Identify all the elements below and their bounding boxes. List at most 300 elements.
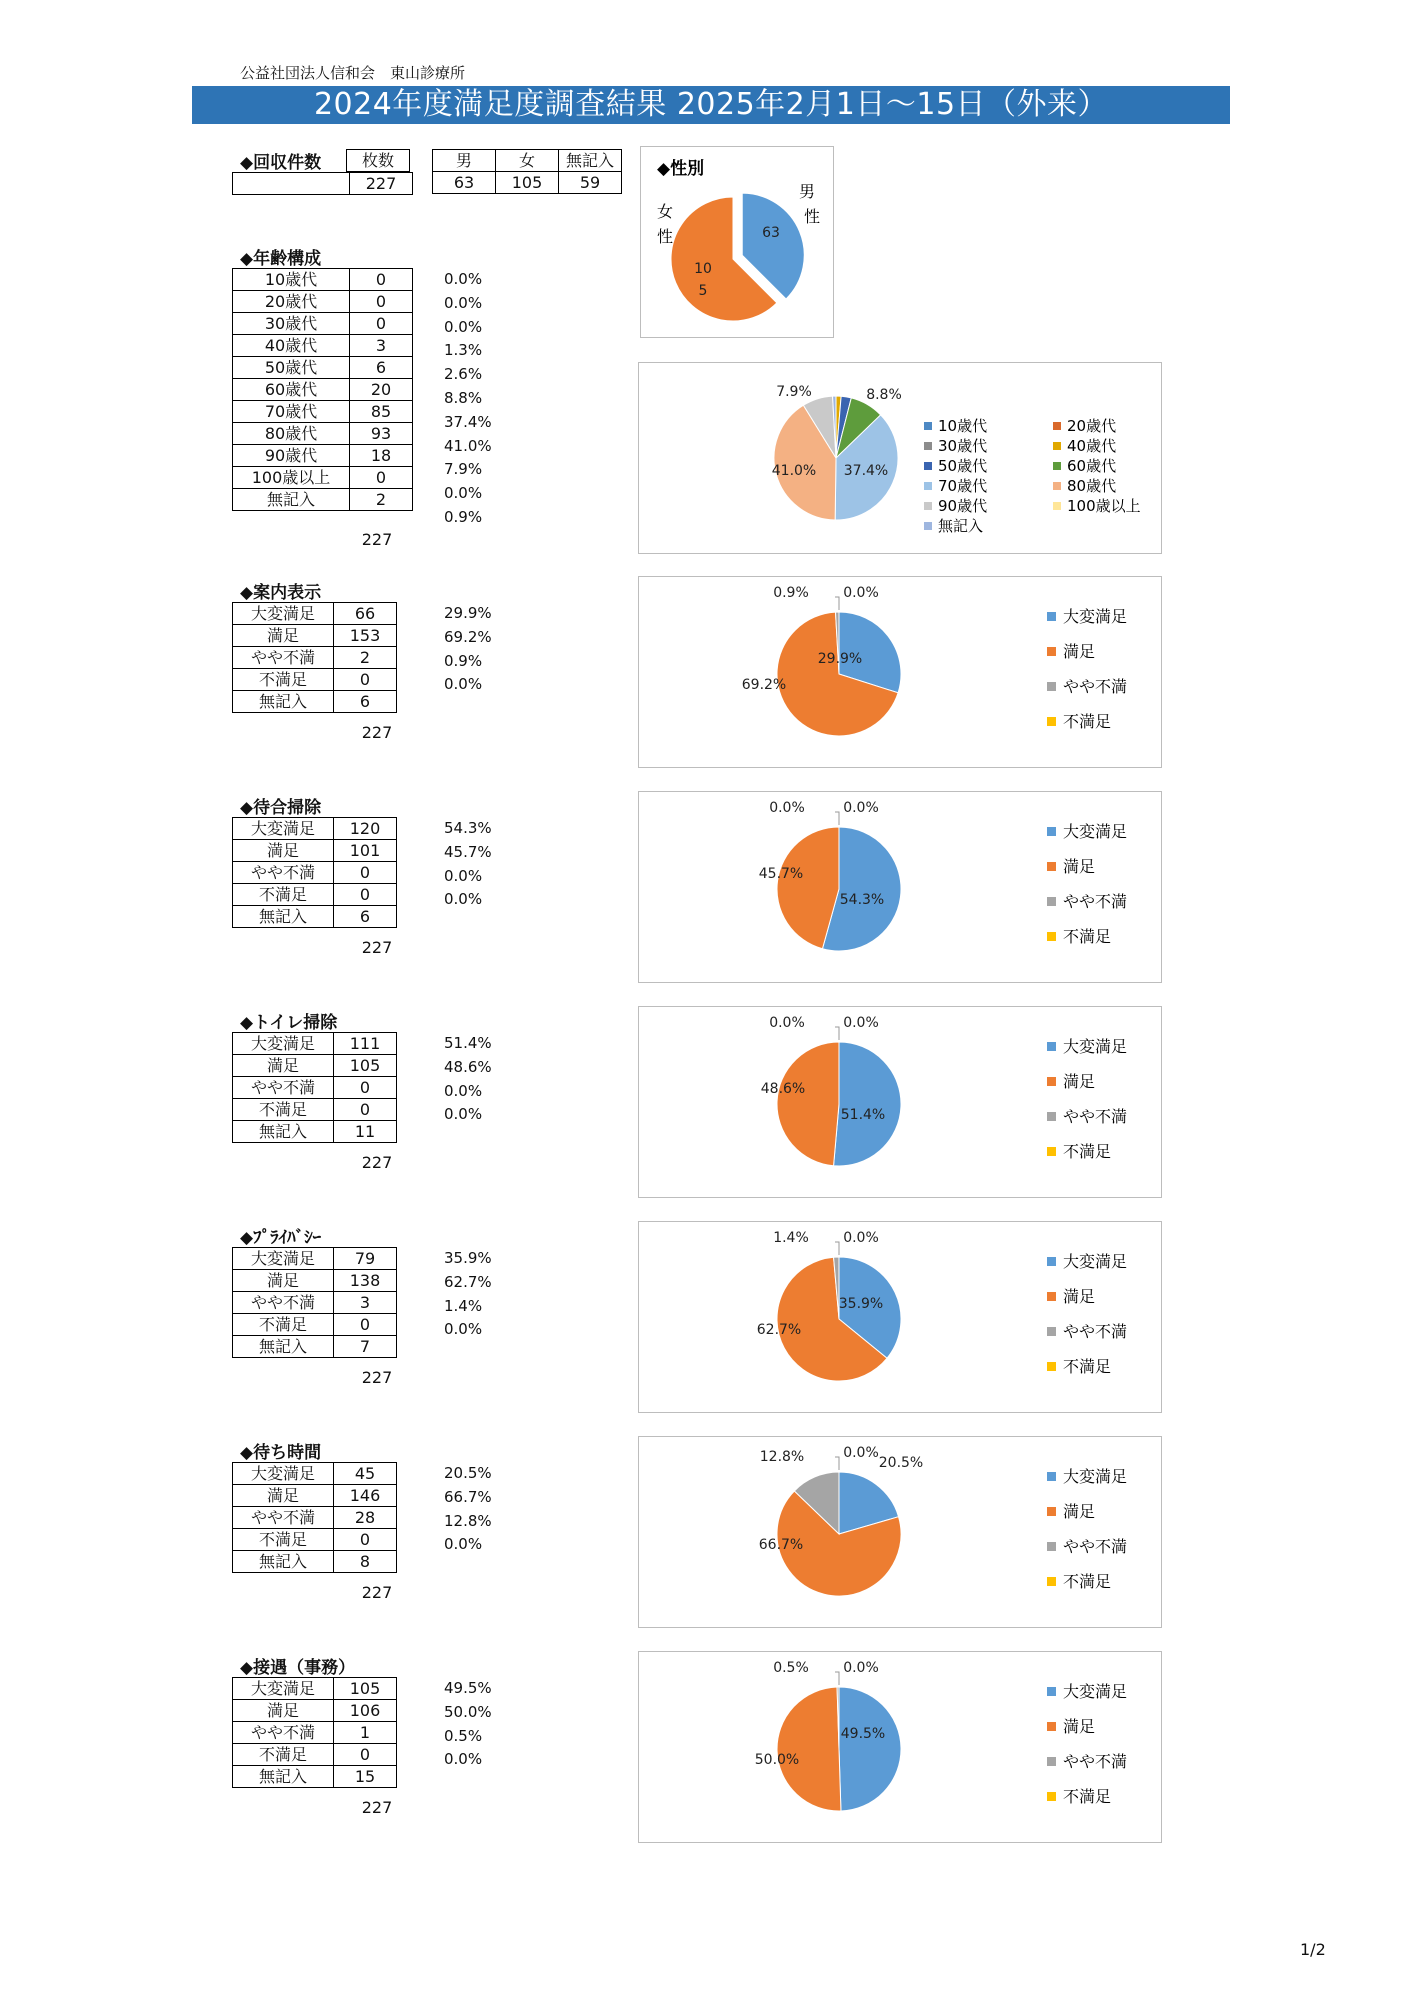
row-count: 1	[334, 1722, 397, 1744]
legend-label: 無記入	[938, 517, 984, 535]
blank-header: 無記入	[559, 150, 622, 172]
male-value: 63	[433, 172, 496, 194]
leader-line	[835, 1457, 839, 1470]
section-row	[233, 840, 397, 862]
legend-swatch	[1047, 1257, 1056, 1266]
pie-data-label: 0.5%	[773, 1660, 809, 1676]
age-row	[233, 401, 413, 423]
satisfaction-chart-box	[638, 1006, 1162, 1198]
male-category-label: 男性	[799, 182, 821, 226]
legend-swatch	[1047, 1722, 1056, 1731]
row-count: 111	[334, 1033, 397, 1055]
pie-data-label: 0.0%	[843, 1445, 879, 1461]
satisfaction-pie-chart	[639, 1222, 1161, 1412]
pie-data-label: 69.2%	[741, 677, 787, 693]
legend-swatch	[1053, 442, 1061, 450]
row-label: 不満足	[233, 1529, 334, 1551]
legend-label: やや不満	[1063, 1322, 1128, 1341]
age-pct: 8.8%	[444, 389, 483, 407]
age-count: 6	[350, 357, 413, 379]
section-row	[233, 1055, 397, 1077]
pie-data-label: 29.9%	[817, 651, 863, 667]
section-row	[233, 1033, 397, 1055]
pie-data-label: 41.0%	[771, 463, 817, 479]
section-row	[233, 1529, 397, 1551]
section-total: 227	[361, 1153, 393, 1172]
legend-label: 大変満足	[1063, 822, 1128, 841]
pie-data-label: 8.8%	[866, 387, 902, 403]
section-total: 227	[361, 723, 393, 742]
row-pct: 49.5%	[444, 1679, 492, 1697]
male-header: 男	[433, 150, 496, 172]
pie-data-label: 62.7%	[756, 1322, 802, 1338]
section-row	[233, 1722, 397, 1744]
age-row	[233, 445, 413, 467]
row-pct: 45.7%	[444, 842, 492, 861]
section-row	[233, 818, 397, 840]
row-count: 0	[334, 862, 397, 884]
satisfaction-chart-box	[638, 1436, 1162, 1628]
row-pct: 29.9%	[444, 604, 492, 622]
pie-data-label: 7.9%	[776, 384, 812, 400]
row-pct: 66.7%	[444, 1487, 492, 1506]
section-title: ◆案内表示	[240, 583, 322, 603]
row-count: 3	[334, 1292, 397, 1314]
row-pct: 48.6%	[444, 1057, 492, 1076]
pie-data-label: 5	[698, 283, 708, 299]
pie-data-label: 45.7%	[758, 866, 804, 882]
age-table	[232, 268, 413, 511]
row-label: 大変満足	[233, 818, 334, 840]
legend-swatch	[1047, 1112, 1056, 1121]
pie-slice	[777, 1042, 839, 1166]
row-label: 大変満足	[233, 1678, 334, 1700]
age-pct: 0.0%	[444, 484, 483, 503]
section-row	[233, 1314, 397, 1336]
age-pct: 1.3%	[444, 341, 483, 360]
section-row	[233, 1744, 397, 1766]
row-label: 無記入	[233, 1766, 334, 1788]
legend-swatch	[1047, 1757, 1056, 1766]
satisfaction-pie-chart	[639, 577, 1161, 767]
row-count: 105	[334, 1055, 397, 1077]
row-label: 大変満足	[233, 1033, 334, 1055]
section-row	[233, 1336, 397, 1358]
legend-label: 不満足	[1063, 712, 1112, 731]
row-label: やや不満	[233, 1292, 334, 1314]
legend-label: 不満足	[1063, 1357, 1112, 1376]
section-row	[233, 1551, 397, 1573]
age-title: ◆年齢構成	[240, 249, 322, 269]
row-count: 0	[334, 1077, 397, 1099]
legend-swatch	[1047, 932, 1056, 941]
row-pct: 20.5%	[444, 1464, 492, 1482]
row-pct: 35.9%	[444, 1249, 492, 1267]
legend-swatch	[1047, 682, 1056, 691]
legend-swatch	[924, 442, 932, 450]
row-count: 6	[334, 691, 397, 713]
section-row	[233, 1463, 397, 1485]
satisfaction-pie-chart	[639, 1007, 1161, 1197]
legend-label: 不満足	[1063, 927, 1112, 946]
legend-swatch	[1053, 482, 1061, 490]
section-row	[233, 1077, 397, 1099]
age-label: 40歳代	[233, 335, 350, 357]
section-row	[233, 906, 397, 928]
age-row	[233, 467, 413, 489]
legend-label: 10歳代	[938, 417, 988, 435]
age-pct: 0.0%	[444, 270, 483, 288]
row-count: 0	[334, 1314, 397, 1336]
legend-label: 大変満足	[1063, 1682, 1128, 1701]
age-label: 80歳代	[233, 423, 350, 445]
row-label: 満足	[233, 1700, 334, 1722]
section-total: 227	[361, 938, 393, 957]
legend-label: 満足	[1063, 1287, 1096, 1306]
legend-label: 80歳代	[1067, 477, 1117, 495]
age-label: 無記入	[233, 489, 350, 511]
row-pct: 51.4%	[444, 1034, 492, 1052]
leader-line	[835, 1027, 839, 1040]
legend-swatch	[924, 502, 932, 510]
row-label: 不満足	[233, 1744, 334, 1766]
legend-swatch	[1047, 862, 1056, 871]
pie-slice	[834, 1042, 901, 1166]
legend-swatch	[924, 482, 932, 490]
leader-line	[835, 812, 839, 825]
age-pct: 0.0%	[444, 317, 483, 336]
legend-label: 90歳代	[938, 497, 988, 515]
pie-data-label: 20.5%	[878, 1455, 924, 1471]
legend-swatch	[1047, 827, 1056, 836]
pie-data-label: 49.5%	[840, 1726, 886, 1742]
pie-data-label: 0.9%	[773, 585, 809, 601]
legend-label: 大変満足	[1063, 607, 1128, 626]
section-row	[233, 1099, 397, 1121]
section-row	[233, 1766, 397, 1788]
legend-swatch	[1047, 1077, 1056, 1086]
age-label: 20歳代	[233, 291, 350, 313]
age-label: 100歳以上	[233, 467, 350, 489]
row-label: 無記入	[233, 906, 334, 928]
age-row	[233, 489, 413, 511]
pie-slice	[777, 1687, 841, 1811]
age-label: 30歳代	[233, 313, 350, 335]
legend-label: 満足	[1063, 1717, 1096, 1736]
satisfaction-pie-chart	[639, 1652, 1161, 1842]
row-label: 不満足	[233, 1099, 334, 1121]
pie-data-label: 0.0%	[843, 800, 879, 816]
row-count: 0	[334, 1099, 397, 1121]
section-table	[232, 602, 397, 713]
pie-data-label: 35.9%	[838, 1296, 884, 1312]
female-value: 105	[496, 172, 559, 194]
satisfaction-pie-chart	[639, 1437, 1161, 1627]
legend-swatch	[1047, 897, 1056, 906]
age-label: 60歳代	[233, 379, 350, 401]
row-label: 満足	[233, 625, 334, 647]
row-count: 6	[334, 906, 397, 928]
gender-chart-box	[640, 146, 834, 338]
age-pct: 7.9%	[444, 460, 483, 479]
legend-swatch	[1047, 1042, 1056, 1051]
row-pct: 0.0%	[444, 1320, 483, 1339]
pie-data-label: 37.4%	[843, 463, 889, 479]
section-row	[233, 1678, 397, 1700]
age-pct: 37.4%	[444, 412, 492, 431]
section-table	[232, 817, 397, 928]
section-row	[233, 1507, 397, 1529]
row-count: 101	[334, 840, 397, 862]
pie-data-label: 54.3%	[839, 892, 885, 908]
row-label: やや不満	[233, 1507, 334, 1529]
row-label: やや不満	[233, 862, 334, 884]
section-row	[233, 1121, 397, 1143]
row-count: 11	[334, 1121, 397, 1143]
legend-swatch	[1053, 422, 1061, 430]
legend-label: 満足	[1063, 1502, 1096, 1521]
section-row	[233, 625, 397, 647]
legend-swatch	[1047, 1577, 1056, 1586]
section-table	[232, 1032, 397, 1143]
row-count: 0	[334, 669, 397, 691]
legend-label: 30歳代	[938, 437, 988, 455]
legend-swatch	[1047, 1147, 1056, 1156]
pie-data-label: 0.0%	[843, 1660, 879, 1676]
row-count: 120	[334, 818, 397, 840]
age-row	[233, 269, 413, 291]
legend-label: 40歳代	[1067, 437, 1117, 455]
section-table	[232, 1462, 397, 1573]
row-label: やや不満	[233, 647, 334, 669]
legend-swatch	[924, 422, 932, 430]
section-title: ◆待ち時間	[240, 1443, 322, 1463]
legend-swatch	[1047, 1542, 1056, 1551]
satisfaction-chart-box	[638, 791, 1162, 983]
female-header: 女	[496, 150, 559, 172]
row-pct: 62.7%	[444, 1272, 492, 1291]
row-label: 大変満足	[233, 1463, 334, 1485]
legend-swatch	[1047, 647, 1056, 656]
age-total: 227	[361, 530, 393, 549]
section-total: 227	[361, 1798, 393, 1817]
row-label: 不満足	[233, 669, 334, 691]
row-pct: 0.0%	[444, 890, 483, 909]
legend-swatch	[1053, 502, 1061, 510]
leader-line	[835, 597, 839, 610]
row-label: 無記入	[233, 1551, 334, 1573]
legend-label: やや不満	[1063, 1107, 1128, 1126]
section-row	[233, 691, 397, 713]
legend-label: 不満足	[1063, 1572, 1112, 1591]
legend-swatch	[1047, 1327, 1056, 1336]
row-count: 8	[334, 1551, 397, 1573]
pie-data-label: 10	[694, 261, 712, 277]
page-title: 2024年度満足度調査結果 2025年2月1日～15日（外来）	[192, 86, 1230, 124]
row-count: 0	[334, 884, 397, 906]
age-count: 0	[350, 467, 413, 489]
age-chart-box	[638, 362, 1162, 554]
row-count: 7	[334, 1336, 397, 1358]
row-pct: 12.8%	[444, 1511, 492, 1530]
legend-swatch	[1053, 462, 1061, 470]
legend-label: やや不満	[1063, 677, 1128, 696]
row-pct: 0.0%	[444, 1081, 483, 1100]
row-pct: 0.0%	[444, 1750, 483, 1769]
leader-line	[835, 1242, 839, 1255]
row-pct: 0.0%	[444, 866, 483, 885]
row-label: 満足	[233, 840, 334, 862]
legend-label: 満足	[1063, 642, 1096, 661]
legend-label: 大変満足	[1063, 1037, 1128, 1056]
pie-data-label: 51.4%	[840, 1107, 886, 1123]
legend-swatch	[924, 522, 932, 530]
row-pct: 69.2%	[444, 627, 492, 646]
row-label: 不満足	[233, 884, 334, 906]
age-pct: 0.0%	[444, 293, 483, 312]
row-label: 不満足	[233, 1314, 334, 1336]
legend-swatch	[1047, 717, 1056, 726]
page-number: 1/2	[1300, 1940, 1326, 1959]
row-count: 45	[334, 1463, 397, 1485]
pie-data-label: 0.0%	[843, 1015, 879, 1031]
legend-label: 満足	[1063, 1072, 1096, 1091]
organization-name: 公益社団法人信和会 東山診療所	[240, 64, 466, 82]
age-pct: 0.9%	[444, 508, 483, 526]
gender-chart-title: ◆性別	[657, 159, 705, 179]
age-count: 0	[350, 291, 413, 313]
section-row	[233, 1292, 397, 1314]
row-pct: 0.9%	[444, 651, 483, 670]
row-count: 0	[334, 1744, 397, 1766]
age-row	[233, 357, 413, 379]
pie-data-label: 0.0%	[769, 1015, 805, 1031]
age-label: 70歳代	[233, 401, 350, 423]
age-label: 50歳代	[233, 357, 350, 379]
pie-data-label: 1.4%	[773, 1230, 809, 1246]
legend-label: 大変満足	[1063, 1467, 1128, 1486]
leader-line	[835, 1672, 839, 1685]
gender-table	[432, 149, 622, 194]
legend-label: 満足	[1063, 857, 1096, 876]
section-row	[233, 884, 397, 906]
section-total: 227	[361, 1368, 393, 1387]
row-label: 無記入	[233, 1121, 334, 1143]
satisfaction-pie-chart	[639, 792, 1161, 982]
legend-label: やや不満	[1063, 1752, 1128, 1771]
section-row	[233, 1700, 397, 1722]
section-total: 227	[361, 1583, 393, 1602]
sheets-header: 枚数	[347, 150, 410, 172]
section-title: ◆接遇（事務）	[240, 1658, 356, 1678]
age-pct: 2.6%	[444, 365, 483, 384]
age-row	[233, 313, 413, 335]
age-label: 10歳代	[233, 269, 350, 291]
row-label: やや不満	[233, 1077, 334, 1099]
satisfaction-chart-box	[638, 1651, 1162, 1843]
row-count: 28	[334, 1507, 397, 1529]
collection-title: ◆回収件数	[240, 153, 322, 173]
row-count: 0	[334, 1529, 397, 1551]
age-count: 0	[350, 269, 413, 291]
legend-label: 不満足	[1063, 1787, 1112, 1806]
row-pct: 1.4%	[444, 1296, 483, 1315]
row-label: 大変満足	[233, 603, 334, 625]
row-label: やや不満	[233, 1722, 334, 1744]
row-count: 146	[334, 1485, 397, 1507]
pie-data-label: 63	[762, 225, 780, 241]
legend-label: 60歳代	[1067, 457, 1117, 475]
satisfaction-chart-box	[638, 1221, 1162, 1413]
legend-label: やや不満	[1063, 1537, 1128, 1556]
age-count: 2	[350, 489, 413, 511]
section-row	[233, 1248, 397, 1270]
legend-swatch	[1047, 1472, 1056, 1481]
pie-data-label: 48.6%	[760, 1081, 806, 1097]
age-row	[233, 335, 413, 357]
age-pct: 41.0%	[444, 436, 492, 455]
age-count: 18	[350, 445, 413, 467]
row-pct: 50.0%	[444, 1702, 492, 1721]
row-pct: 54.3%	[444, 819, 492, 837]
legend-label: 70歳代	[938, 477, 988, 495]
collection-sheets-row	[232, 172, 413, 195]
row-pct: 0.0%	[444, 1535, 483, 1554]
age-label: 90歳代	[233, 445, 350, 467]
row-count: 66	[334, 603, 397, 625]
row-label: 無記入	[233, 691, 334, 713]
row-label: 満足	[233, 1055, 334, 1077]
pie-slice	[839, 1687, 901, 1811]
row-count: 138	[334, 1270, 397, 1292]
section-table	[232, 1247, 397, 1358]
age-pie-chart	[639, 363, 1161, 553]
legend-label: 50歳代	[938, 457, 988, 475]
gender-pie-chart	[641, 147, 833, 337]
row-count: 79	[334, 1248, 397, 1270]
pie-data-label: 50.0%	[754, 1752, 800, 1768]
section-title: ◆ﾌﾟﾗｲﾊﾞｼｰ	[240, 1228, 322, 1248]
legend-label: 不満足	[1063, 1142, 1112, 1161]
section-table	[232, 1677, 397, 1788]
legend-swatch	[1047, 1292, 1056, 1301]
age-count: 93	[350, 423, 413, 445]
section-row	[233, 603, 397, 625]
section-row	[233, 647, 397, 669]
section-row	[233, 862, 397, 884]
legend-label: 100歳以上	[1067, 497, 1141, 515]
section-title: ◆トイレ掃除	[240, 1013, 338, 1033]
collection-sheets-table	[346, 149, 410, 172]
pie-data-label: 0.0%	[843, 585, 879, 601]
section-title: ◆待合掃除	[240, 798, 322, 818]
row-count: 15	[334, 1766, 397, 1788]
row-label: 無記入	[233, 1336, 334, 1358]
row-count: 153	[334, 625, 397, 647]
legend-swatch	[1047, 1507, 1056, 1516]
satisfaction-chart-box	[638, 576, 1162, 768]
row-label: 満足	[233, 1485, 334, 1507]
section-row	[233, 669, 397, 691]
age-row	[233, 423, 413, 445]
pie-data-label: 0.0%	[769, 800, 805, 816]
row-count: 105	[334, 1678, 397, 1700]
legend-swatch	[1047, 612, 1056, 621]
row-pct: 0.5%	[444, 1726, 483, 1745]
age-count: 0	[350, 313, 413, 335]
row-pct: 0.0%	[444, 1105, 483, 1124]
row-count: 2	[334, 647, 397, 669]
